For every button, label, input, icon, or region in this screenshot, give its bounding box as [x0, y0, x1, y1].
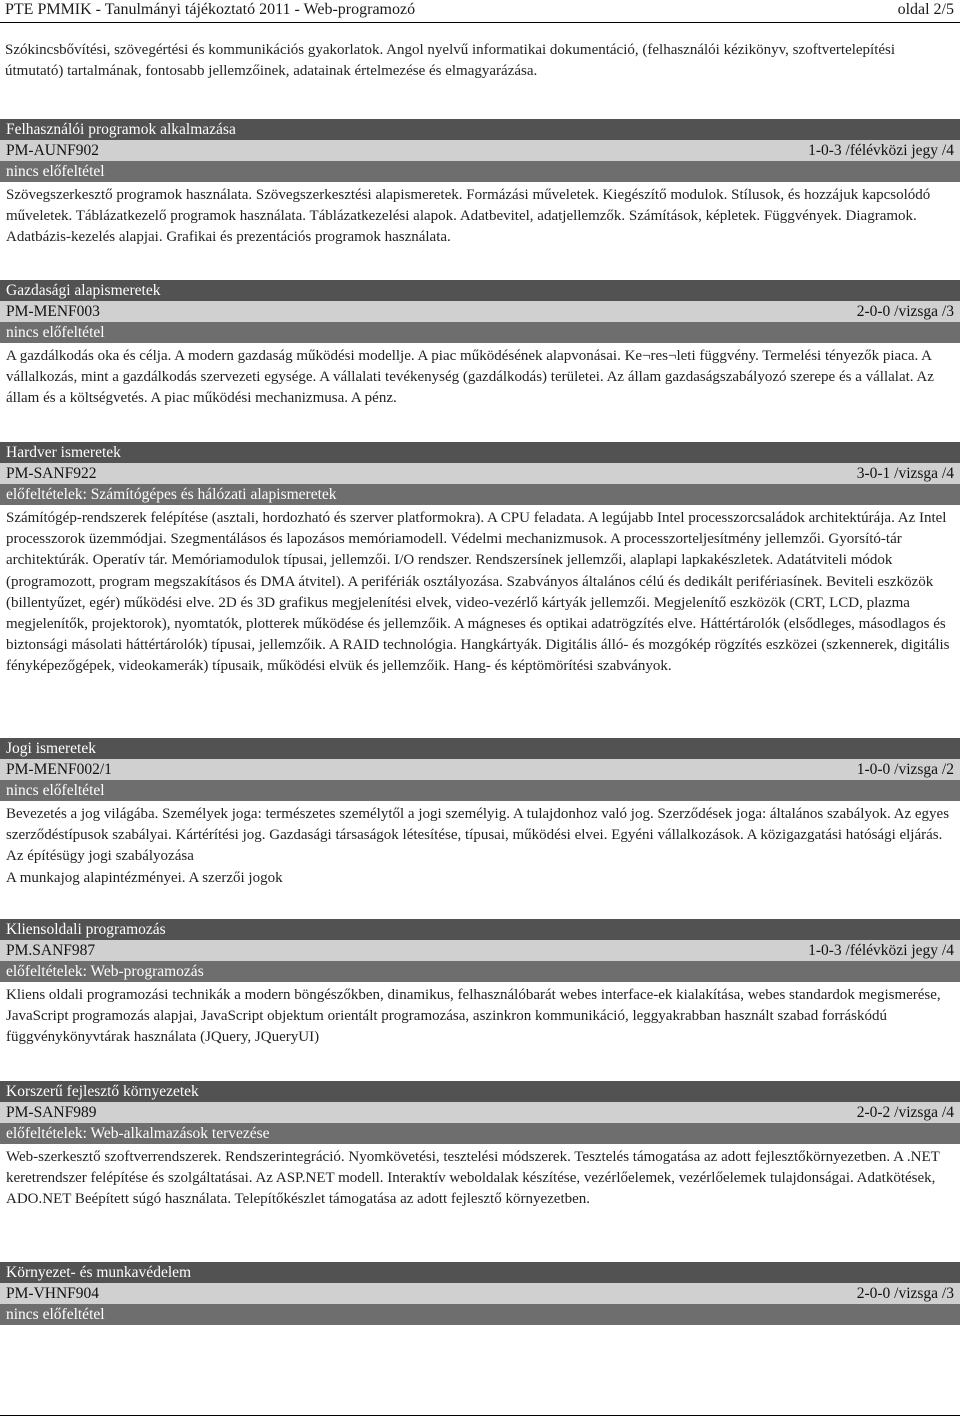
course-code-row [0, 1102, 960, 1123]
course-name: Gazdasági alapismeretek [0, 280, 960, 301]
course-block [0, 119, 960, 249]
course-description: Szövegszerkesztő programok használata. Szövegszerkesztési alapismeretek. Formázási műveletek. Kiegészítő modulok. Stílusok, és hozzájuk kapcsolódó műveletek. Táblázatkezelő programok használata. Táblázatkezelési alapok. Adatbevitel, adatjellemzők. Számítások, képletek. Függvények. Diagramok. Adatbázis-kezelés alapjai. Grafikai és prezentációs programok használata. [6, 187, 931, 246]
intro-paragraph: Szókincsbővítési, szövegértési és kommunikációs gyakorlatok. Angol nyelvű informatikai dokumentáció, (felhasználói kézikönyv, szoftvertelepítési útmutató) tartalmának, fontosabb jellemzőinek, adatainak értelmezése és elmagyarázása. [5, 42, 896, 79]
course-code-row [0, 940, 960, 961]
course-code: PM-MENF002/1 [6, 761, 112, 778]
course-description-text: A munkajog alapintézményei. A szerzői jogok [6, 869, 283, 886]
course-code: PM-VHNF904 [6, 1285, 100, 1302]
course-code-row [0, 463, 960, 484]
course-description: Kliens oldali programozási technikák a modern böngészőkben, dinamikus, felhasználóbarát webes interface-ek kialakítása, webes standardok megismerése, JavaScript programozás alapjai, JavaScript objektum orientált programozása, aszinkron kommunikáció, leggyakrabban használt szabad forráskódú függvénykönyvtárak használata (JQuery, JQueryUI) [6, 987, 941, 1046]
document-title: PTE PMMIK - Tanulmányi tájékoztató 2011 - Web-programozó [5, 1, 416, 18]
course-description-text: Bevezetés a jog világába. Személyek joga: természetes személytől a jogi személyig. A tulajdonhoz való jog. Szerződések joga: általános szabályok. Az egyes szerződéstípusok szabályai. Kártérítési jog. Gazdasági társaságok létesítése, típusai, működési elvei. Egyéni vállalkozások. A közigazgatási hatósági eljárás. Az építésügy jogi szabályozása [6, 806, 950, 865]
course-prerequisite: előfeltételek: Web-alkalmazások tervezése [0, 1123, 960, 1144]
course-credits: 2-0-0 /vizsga /3 [856, 1285, 954, 1302]
course-description: Web-szerkesztő szoftverrendszerek. Rendszerintegráció. Nyomkövetési, tesztelési módszerek. Tesztelés támogatása az adott fejlesztőkörnyezetben. A .NET keretrendszer felépítése és szolgáltatásai. Az ASP.NET modell. Interaktív weboldalak készítése, vezérlőelemek, vezérlőelemek tulajdonságai. Adatkötések, ADO.NET Beépített súgó használata. Telepítőkészlet támogatása az adott fejlesztő környezetben. [6, 1149, 940, 1208]
course-block [0, 1262, 960, 1325]
course-prerequisite: nincs előfeltétel [0, 1304, 960, 1325]
course-name: Felhasználói programok alkalmazása [0, 119, 960, 140]
course-description: Számítógép-rendszerek felépítése (asztali, hordozható és szerver platformokra). A CPU feladata. A legújabb Intel processzorcsaládok architektúrája. Az Intel processzorok üzemmódjai. Szegmentálásos és lapozásos memóriamodell. Védelmi mechanizmusok. A processzorteljesítmény jellemzői. Gyorsító-tár architektúrák. Operatív tár. Memóriamodulok típusai, jellemzői. I/O rendszer. Rendszersínek jellemzői, alaplapi lapkakészletek. Adatátviteli módok (programozott, program megszakításos és DMA átvitel). A perifériák osztályozása. Szabványos általános célú és dedikált perifériasínek. Beviteli eszközök (billentyűzet, egér) működési elve. 2D és 3D grafikus megjelenítési elvek, video-vezérlő kártyák jellemzői. Megjelenítő eszközök (CRT, LCD, plazma megjelenítők, projektorok), nyomtatók, plotterek működése és jellemzőik. A mágneses és optikai adatrögzítés elve. Háttértárolók (elsődleges, másodlagos és biztonsági másolati háttértárolók) típusai, jellemzőik. A RAID technológia. Hangkártyák. Digitális álló- és mozgókép rögzítés eszközei (szkennerek, digitális fényképezőgépek, videokamerák) típusaik, működési elvük és jellemzőik. Hang- és képtömörítési szabványok. [6, 510, 950, 675]
course-prerequisite: nincs előfeltétel [0, 780, 960, 801]
course-code: PM-AUNF902 [6, 142, 100, 159]
course-block [0, 442, 960, 678]
course-code: PM-MENF003 [6, 303, 100, 320]
course-credits: 1-0-3 /félévközi jegy /4 [808, 942, 954, 959]
course-code: PM-SANF922 [6, 465, 97, 482]
course-code-row [0, 140, 960, 161]
course-block [0, 1081, 960, 1211]
course-credits: 3-0-1 /vizsga /4 [856, 465, 954, 482]
course-name: Jogi ismeretek [0, 738, 960, 759]
course-block [0, 738, 960, 889]
course-prerequisite: előfeltételek: Web-programozás [0, 961, 960, 982]
course-name: Hardver ismeretek [0, 442, 960, 463]
course-prerequisite: nincs előfeltétel [0, 161, 960, 182]
course-credits: 2-0-2 /vizsga /4 [856, 1104, 954, 1121]
course-code-row [0, 1283, 960, 1304]
course-description: A gazdálkodás oka és célja. A modern gazdaság működési modellje. A piac működésének alapvonásai. Ke¬res¬leti függvény. Termelési tényezők piaca. A vállalkozás, mint a gazdálkodás szervezeti egysége. A vállalati tevékenység (gazdálkodás) területei. Az állam gazdaságszabályozó szerepe és a vállalat. Az állam és a költségvetés. A piac működési mechanizmusa. A pénz. [6, 348, 934, 407]
page-number: oldal 2/5 [897, 1, 954, 18]
course-prerequisite: előfeltételek: Számítógépes és hálózati alapismeretek [0, 484, 960, 505]
course-credits: 2-0-0 /vizsga /3 [856, 303, 954, 320]
course-block [0, 919, 960, 1049]
page-header [0, 0, 960, 23]
course-name: Kliensoldali programozás [0, 919, 960, 940]
course-block [0, 280, 960, 410]
page-bottom-rule [0, 1415, 960, 1416]
course-credits: 1-0-3 /félévközi jegy /4 [808, 142, 954, 159]
course-prerequisite: nincs előfeltétel [0, 322, 960, 343]
course-code-row [0, 301, 960, 322]
course-code: PM-SANF989 [6, 1104, 97, 1121]
course-credits: 1-0-0 /vizsga /2 [856, 761, 954, 778]
course-code-row [0, 759, 960, 780]
course-name: Környezet- és munkavédelem [0, 1262, 960, 1283]
course-name: Korszerű fejlesztő környezetek [0, 1081, 960, 1102]
course-description [0, 801, 960, 889]
course-code: PM.SANF987 [6, 942, 96, 959]
